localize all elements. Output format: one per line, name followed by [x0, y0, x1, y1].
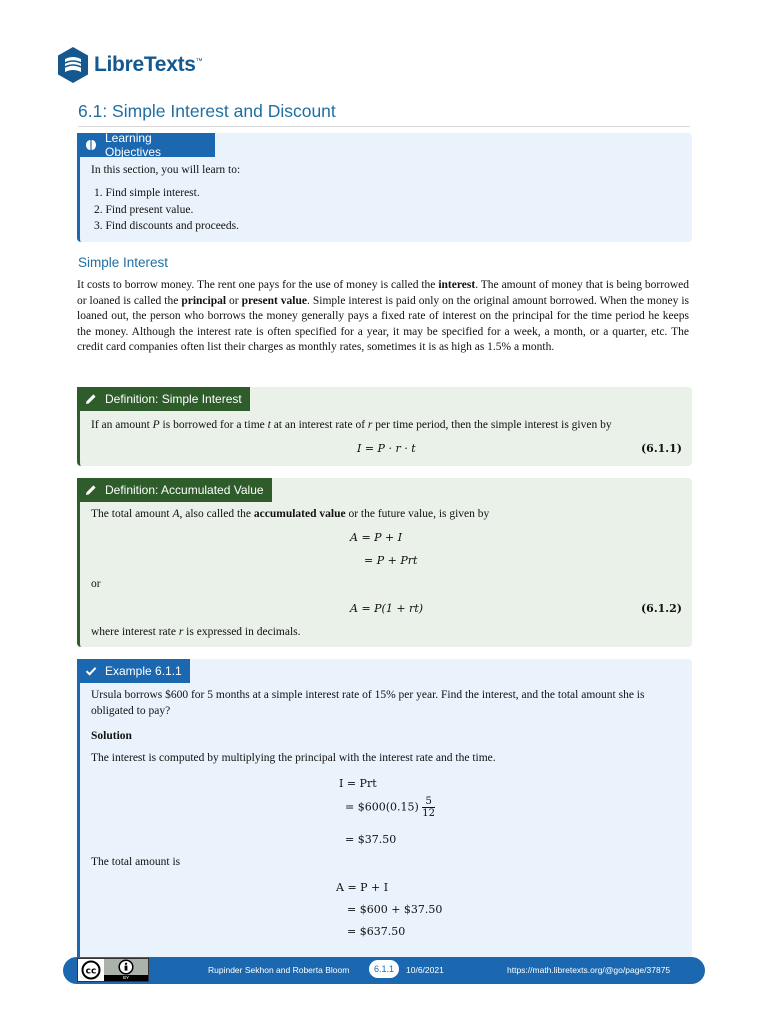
definition-accumulated-value-tag [77, 478, 272, 502]
definition-accumulated-value-text: The total amount A, also called the accumulated value or the future value, is given by [91, 508, 490, 520]
example-question: Ursula borrows $600 for 5 months at a simple interest rate of 15% per year. Find the interest, and the total amount she is obligated to pay? [91, 689, 645, 717]
svg-text:cc: cc [85, 966, 97, 977]
libretexts-logo-icon [56, 46, 90, 84]
total-eq-line-3: = $637.50 [347, 925, 406, 938]
pencil-icon [85, 393, 97, 405]
fraction-five-twelfths: $\frac{5}{12}$ [422, 796, 436, 819]
simple-interest-paragraph: It costs to borrow money. The rent one pays for the use of money is called the interest. The amount of money that is being borrowed or loaned is called the principal or present value. Simple interest is paid only on the original amount borrowed. When the money is loaned out, the person who borrows the money generally pays a fixed rate of interest on the principal for the time period he keeps the money. Although the interest rate is often specified for a year, it may be specified for a week, a month, or a quarter, etc. The credit card companies often list their charges as monthly rates, sometimes it is as high as 1.5% a month. [77, 279, 690, 353]
cc-icon [78, 959, 104, 981]
equation-number: (6.1.2) [640, 602, 682, 615]
equation-number: (6.1.1) [640, 442, 682, 455]
example-label: Example 6.1.1 [105, 664, 182, 678]
objectives-intro: In this section, you will learn to: [91, 164, 241, 176]
example-tag [77, 659, 190, 683]
objective-item: 3. Find discounts and proceeds. [94, 220, 240, 232]
by-icon [104, 959, 148, 981]
objective-item: 2. Find present value. [94, 203, 194, 216]
interest-rate-note: where interest rate r is expressed in decimals. [91, 626, 301, 638]
accumulated-formula-line-2: = P + Prt [364, 554, 418, 567]
definition-simple-interest-text: If an amount P is borrowed for a time t at an interest rate of r per time period, then the simple interest is given by [91, 419, 612, 431]
page-footer [63, 957, 705, 984]
by-label: BY [104, 975, 148, 981]
objectives-list [94, 185, 239, 235]
brain-icon [85, 139, 97, 151]
accumulated-formula-line-1: A = P + I [350, 531, 403, 544]
or-text: or [91, 578, 101, 590]
solution-text-1: The interest is computed by multiplying the principal with the interest rate and the time. [91, 752, 496, 764]
learning-objectives-box [77, 133, 692, 242]
total-eq-line-1: A = P + I [336, 881, 389, 894]
definition-simple-interest-label: Definition: Simple Interest [105, 392, 242, 406]
libretexts-logo[interactable] [56, 46, 202, 84]
learning-objectives-label: Learning Objectives [105, 131, 162, 159]
pencil-icon [85, 484, 97, 496]
interest-eq-line-1: I = Prt [339, 777, 377, 790]
learning-objectives-tag [77, 133, 215, 157]
logo-text: LibreTexts™ [94, 53, 203, 76]
footer-section-badge: 6.1.1 [369, 960, 399, 978]
footer-date: 10/6/2021 [406, 965, 444, 975]
example-box [77, 659, 692, 959]
page-title: 6.1: Simple Interest and Discount [78, 101, 690, 127]
definition-accumulated-value-box [77, 478, 692, 647]
interest-eq-line-2: = $600(0.15) $\frac{5}{12}$ [345, 796, 436, 819]
footer-authors: Rupinder Sekhon and Roberta Bloom [208, 965, 350, 975]
objective-item: 1. Find simple interest. [94, 187, 200, 199]
solution-text-2: The total amount is [91, 856, 181, 868]
footer-url[interactable]: https://math.libretexts.org/@go/page/37875 [507, 965, 671, 975]
simple-interest-formula: I = P · r · t [357, 442, 416, 455]
solution-label: Solution [91, 730, 132, 742]
interest-eq-line-3: = $37.50 [345, 833, 397, 846]
definition-simple-interest-tag [77, 387, 250, 411]
section-heading-simple-interest: Simple Interest [78, 255, 169, 270]
check-icon [85, 665, 97, 677]
cc-by-license-badge[interactable] [77, 958, 149, 982]
accumulated-formula-line-3: A = P(1 + rt) [350, 602, 424, 615]
definition-simple-interest-box [77, 387, 692, 466]
definition-accumulated-value-label: Definition: Accumulated Value [105, 483, 264, 497]
total-eq-line-2: = $600 + $37.50 [347, 903, 443, 916]
